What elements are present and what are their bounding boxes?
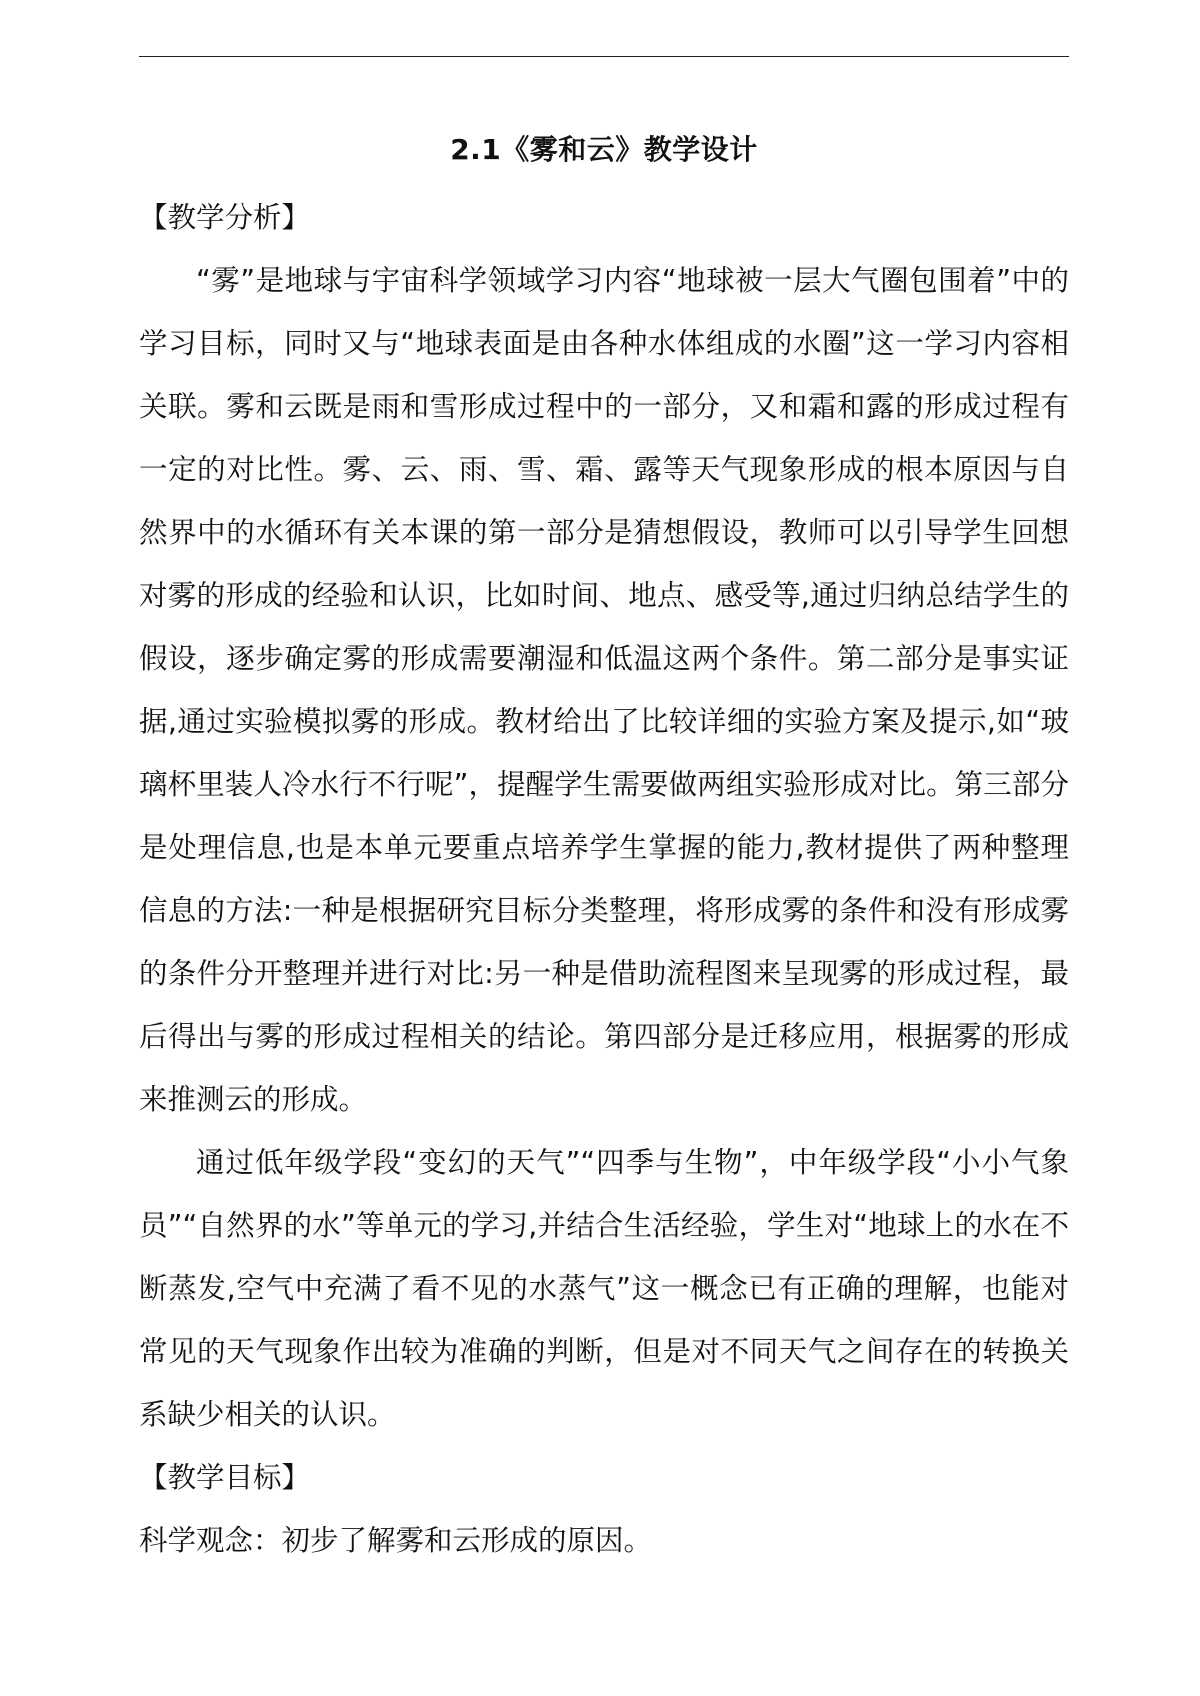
section-heading-analysis: 【教学分析】 [139,201,311,234]
section-heading-objectives: 【教学目标】 [139,1461,311,1494]
document-title: 2.1《雾和云》教学设计 [450,133,758,166]
analysis-paragraph-2: 通过低年级学段“变幻的天气”“四季与生物”，中年级学段“小小气象员”“自然界的水”等单元的学习,并结合生活经验，学生对“地球上的水在不断蒸发,空气中充满了看不见的水蒸气”这一概念已有正确的理解，也能对常见的天气现象作出较为准确的判断，但是对不同天气之间存在的转换关系缺少相关的认识。 [139,1146,1069,1431]
document-body [139,186,1069,1572]
objective-line-1: 科学观念：初步了解雾和云形成的原因。 [139,1524,653,1557]
header-rule [139,56,1069,57]
analysis-paragraph-1: “雾”是地球与宇宙科学领域学习内容“地球被一层大气圈包围着”中的学习目标，同时又与“地球表面是由各种水体组成的水圈”这一学习内容相关联。雾和云既是雨和雪形成过程中的一部分，又和霜和露的形成过程有一定的对比性。雾、云、雨、雪、霜、露等天气现象形成的根本原因与自然界中的水循环有关本课的第一部分是猜想假设，教师可以引导学生回想对雾的形成的经验和认识，比如时间、地点、感受等,通过归纳总结学生的假设，逐步确定雾的形成需要潮湿和低温这两个条件。第二部分是事实证据,通过实验模拟雾的形成。教材给出了比较详细的实验方案及提示,如“玻璃杯里装人冷水行不行呢”，提醒学生需要做两组实验形成对比。第三部分是处理信息,也是本单元要重点培养学生掌握的能力,教材提供了两种整理信息的方法:一种是根据研究目标分类整理，将形成雾的条件和没有形成雾的条件分开整理并进行对比:另一种是借助流程图来呈现雾的形成过程，最后得出与雾的形成过程相关的结论。第四部分是迁移应用，根据雾的形成来推测云的形成。 [139,264,1069,1116]
